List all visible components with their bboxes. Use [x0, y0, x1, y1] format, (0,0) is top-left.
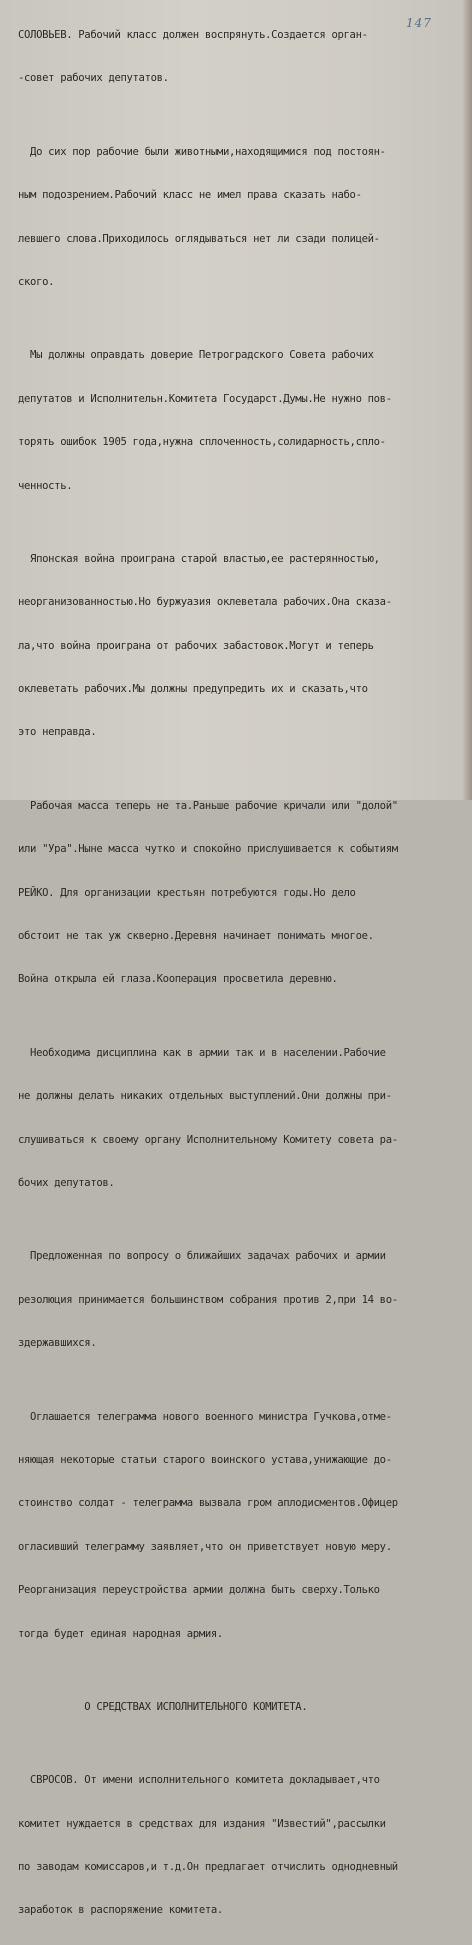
text-line: ского. — [18, 275, 55, 288]
text-line: Предложенная по вопросу о ближайших задачах рабочих и армии — [18, 1250, 386, 1263]
text-line: заработок в распоряжение комитета. — [18, 1904, 223, 1917]
text-line: здержавшихся. — [18, 1337, 97, 1350]
text-line: оклеветать рабочих.Мы должны предупредить их и сказать,что — [18, 683, 368, 696]
text-line: -совет рабочих депутатов. — [18, 72, 169, 85]
text-line: СОЛОВЬЕВ. Рабочий класс должен воспрянуть.Создается орган- — [18, 29, 368, 41]
text-line: Рабочая масса теперь не та.Раньше рабочие кричали или "долой" — [18, 799, 398, 812]
text-line: няющая некоторые статьи старого воинского устава,унижающие до- — [18, 1453, 392, 1466]
text-line: ченность. — [18, 479, 73, 492]
text-line: Мы должны оправдать доверие Петроградского Совета рабочих — [18, 349, 374, 362]
text-line: неорганизованностью.Но буржуазия оклеветала рабочих.Она сказа- — [18, 596, 392, 609]
page-number: 147 — [406, 16, 432, 30]
text-line: Реорганизация переустройства армии должна быть сверху.Только — [18, 1584, 380, 1597]
text-line: резолюция принимается большинством собрания против 2,при 14 во- — [18, 1293, 398, 1306]
text-line: РЕЙКО. Для организации крестьян потребуются годы.Но дело — [18, 886, 356, 899]
text-line: обстоит не так уж скверно.Деревня начинает понимать многое. — [18, 930, 374, 943]
text-line: левшего слова.Приходилось оглядываться нет ли сзади полицей- — [18, 232, 380, 245]
text-line: Война открыла ей глаза.Кооперация просветила деревню. — [18, 973, 338, 986]
text-line: стоинство солдат - телеграмма вызвала гром аплодисментов.Офицер — [18, 1497, 398, 1510]
section-heading: О СРЕДСТВАХ ИСПОЛНИТЕЛЬНОГО КОМИТЕТА. — [18, 1700, 308, 1713]
text-line: Оглашается телеграмма нового военного министра Гучкова,отме- — [18, 1410, 392, 1423]
text-line: Японская война проиграна старой властью,ее растерянностью, — [18, 552, 380, 565]
text-line: тогда будет единая народная армия. — [18, 1627, 223, 1640]
typed-text-block — [18, 2, 470, 1945]
text-line: бочих депутатов. — [18, 1176, 115, 1189]
text-line: по заводам комиссаров,и т.д.Он предлагает отчислить однодневный — [18, 1861, 398, 1874]
text-line: Необходима дисциплина как в армии так и в населении.Рабочие — [18, 1046, 386, 1059]
text-line: слушиваться к своему органу Исполнительному Комитету совета ра- — [18, 1133, 398, 1146]
text-line: ным подозрением.Рабочий класс не имел права сказать набо- — [18, 189, 362, 202]
text-line: или "Ура".Ныне масса чутко и спокойно прислушивается к событиям — [18, 843, 398, 856]
text-line: торять ошибок 1905 года,нужна сплоченность,солидарность,спло- — [18, 436, 386, 449]
text-line: ла,что война проиграна от рабочих забастовок.Могут и теперь — [18, 639, 374, 652]
text-line: огласивший телеграмму заявляет,что он приветствует новую меру. — [18, 1540, 392, 1553]
text-line: депутатов и Исполнительн.Комитета Государст.Думы.Не нужно пов- — [18, 392, 392, 405]
text-line: До сих пор рабочие были животными,находящимися под постоян- — [18, 145, 386, 158]
text-line: СВРОСОВ. От имени исполнительного комитета докладывает,что — [18, 1774, 380, 1787]
text-line: не должны делать никаких отдельных выступлений.Они должны при- — [18, 1090, 392, 1103]
text-line: комитет нуждается в средствах для издания "Известий",рассылки — [18, 1817, 386, 1830]
text-line: это неправда. — [18, 726, 97, 739]
